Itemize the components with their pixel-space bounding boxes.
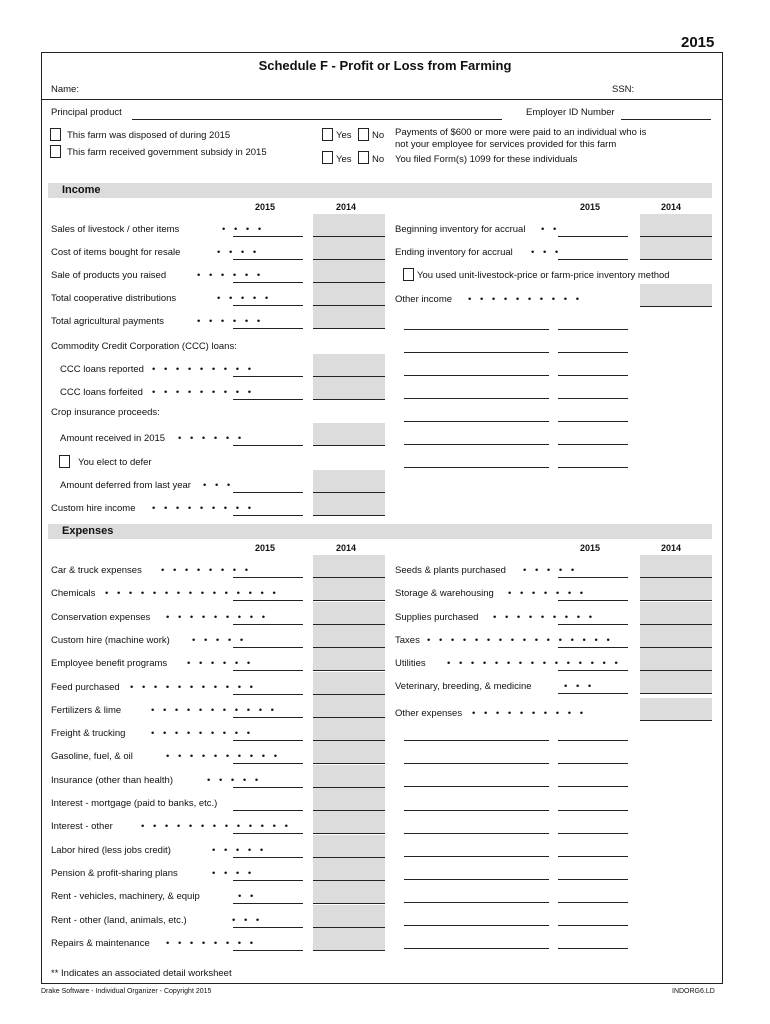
expense-row-2014-field xyxy=(313,718,385,741)
expense-row-label: Rent - vehicles, machinery, & equip xyxy=(51,891,200,902)
amount-deferred-dots: • • • xyxy=(203,480,234,491)
subsidy-checkbox[interactable] xyxy=(50,145,61,158)
expense-row-dots: • • • • • • • • • • xyxy=(166,751,281,762)
expense-right-2015-field[interactable] xyxy=(558,577,628,578)
expense-right-2014-field xyxy=(640,578,712,601)
detail-amount-line[interactable] xyxy=(558,444,628,445)
amount-received-dots: • • • • • • xyxy=(178,433,245,444)
expense-row-2014-field xyxy=(313,905,385,928)
disposed-checkbox[interactable] xyxy=(50,128,61,141)
payments-no-checkbox[interactable] xyxy=(358,128,369,141)
expense-row-dots: • • • • • • • • • • • • • xyxy=(141,821,291,832)
expense-row-2015-field[interactable] xyxy=(233,740,303,741)
expense-row-dots: • • • • • • • • • • • • • • • xyxy=(105,588,279,599)
expense-right-2015-field[interactable] xyxy=(558,670,628,671)
other-expense-amount-line[interactable] xyxy=(558,763,628,764)
income-row-dots: • • • • • • xyxy=(197,270,264,281)
expense-row-2014-field xyxy=(313,835,385,858)
expense-row-2015-field[interactable] xyxy=(233,833,303,834)
expense-row-2015-field[interactable] xyxy=(233,857,303,858)
filed1099-text: You filed Form(s) 1099 for these individuals xyxy=(395,154,578,165)
income-row-2015-field[interactable] xyxy=(233,305,303,306)
expense-right-label: Other expenses xyxy=(395,708,463,719)
other-expense-description-line[interactable] xyxy=(404,740,549,741)
custom-hire-income-2015-field[interactable] xyxy=(233,515,303,516)
income-col-2014-left: 2014 xyxy=(336,202,357,212)
filed1099-no-label: No xyxy=(372,154,385,165)
income-row-2015-field[interactable] xyxy=(233,259,303,260)
expenses-col-2014-left: 2014 xyxy=(336,543,357,553)
expense-right-label: Utilities xyxy=(395,658,426,669)
income-row-2015-field[interactable] xyxy=(233,236,303,237)
crop-insurance-heading: Crop insurance proceeds: xyxy=(51,407,160,418)
expense-row-dots: • • • • xyxy=(212,868,255,879)
ccc-reported-label: CCC loans reported xyxy=(60,364,144,375)
income-row-label: Cost of items bought for resale xyxy=(51,247,181,258)
expense-right-dots: • • • • • • • • • • • • • • • • xyxy=(427,635,613,646)
expense-row-2014-field xyxy=(313,648,385,671)
ccc-forfeited-label: CCC loans forfeited xyxy=(60,387,143,398)
detail-amount-line[interactable] xyxy=(558,375,628,376)
expense-row-2014-field xyxy=(313,928,385,951)
ccc-forfeited-2015-field[interactable] xyxy=(233,399,303,400)
income-col-2015-left: 2015 xyxy=(255,202,276,212)
detail-description-line[interactable] xyxy=(404,398,549,399)
detail-description-line[interactable] xyxy=(404,444,549,445)
expense-row-label: Feed purchased xyxy=(51,682,120,693)
expense-row-dots: • • • • • • • • xyxy=(166,938,257,949)
elect-defer-label: You elect to defer xyxy=(78,457,152,468)
expense-right-2014-field xyxy=(640,698,712,721)
expense-right-label: Veterinary, breeding, & medicine xyxy=(395,681,532,692)
elect-defer-checkbox[interactable] xyxy=(59,455,70,468)
expense-row-label: Freight & trucking xyxy=(51,728,126,739)
expenses-col-2015-right: 2015 xyxy=(580,543,601,553)
income-row-label: Sales of livestock / other items xyxy=(51,224,180,235)
expense-row-dots: • • • • • xyxy=(207,775,262,786)
expense-row-2014-field xyxy=(313,625,385,648)
other-expense-amount-line[interactable] xyxy=(558,740,628,741)
expense-row-2015-field[interactable] xyxy=(233,647,303,648)
principal-product-field[interactable] xyxy=(132,119,502,120)
income-col-2015-right: 2015 xyxy=(580,202,601,212)
expense-row-label: Custom hire (machine work) xyxy=(51,635,170,646)
filed1099-yes-checkbox[interactable] xyxy=(322,151,333,164)
expense-row-label: Insurance (other than health) xyxy=(51,775,173,786)
expense-right-dots: • • • xyxy=(564,681,595,692)
other-expense-amount-line[interactable] xyxy=(558,856,628,857)
expense-row-2014-field xyxy=(313,602,385,625)
beginning-inventory-label: Beginning inventory for accrual xyxy=(395,224,526,235)
expense-right-dots: • • • • • • • • • xyxy=(493,612,596,623)
income-row-2015-field[interactable] xyxy=(233,328,303,329)
other-expense-description-line[interactable] xyxy=(404,786,549,787)
payments-no-label: No xyxy=(372,130,385,141)
filed1099-no-checkbox[interactable] xyxy=(358,151,369,164)
expense-row-2014-field xyxy=(313,858,385,881)
other-expense-amount-line[interactable] xyxy=(558,925,628,926)
other-expense-amount-line[interactable] xyxy=(558,786,628,787)
expense-row-2015-field[interactable] xyxy=(233,670,303,671)
income-title: Income xyxy=(62,184,101,196)
detail-description-line[interactable] xyxy=(404,329,549,330)
expense-row-2015-field[interactable] xyxy=(233,600,303,601)
expense-right-dots: • • • • • xyxy=(523,565,578,576)
expense-right-2014-field xyxy=(640,555,712,578)
detail-amount-line[interactable] xyxy=(558,352,628,353)
income-row-label: Total cooperative distributions xyxy=(51,293,177,304)
expense-row-dots: • • • • • • xyxy=(187,658,254,669)
amount-deferred-2014-field xyxy=(313,470,385,493)
amount-deferred-2015-field[interactable] xyxy=(233,492,303,493)
expense-row-2014-field xyxy=(313,578,385,601)
expense-right-2015-field[interactable] xyxy=(558,624,628,625)
name-label: Name: xyxy=(51,84,79,95)
unit-livestock-checkbox[interactable] xyxy=(403,268,414,281)
other-expense-description-line[interactable] xyxy=(404,833,549,834)
income-row-2014-field xyxy=(313,306,385,329)
income-row-2014-field xyxy=(313,283,385,306)
expense-right-dots: • • • • • • • • • • • • • • • xyxy=(447,658,621,669)
expense-row-2015-field[interactable] xyxy=(233,950,303,951)
ccc-reported-dots: • • • • • • • • • xyxy=(152,364,255,375)
other-expense-amount-line[interactable] xyxy=(558,879,628,880)
expense-row-2015-field[interactable] xyxy=(233,787,303,788)
amount-received-2015-field[interactable] xyxy=(233,445,303,446)
ending-inventory-2014-field xyxy=(640,237,712,260)
expense-row-2015-field[interactable] xyxy=(233,624,303,625)
other-expense-description-line[interactable] xyxy=(404,902,549,903)
ccc-forfeited-2014-field xyxy=(313,377,385,400)
expense-row-dots: • • • • • xyxy=(192,635,247,646)
expense-row-2014-field xyxy=(313,555,385,578)
expense-row-2014-field xyxy=(313,765,385,788)
income-row-dots: • • • • • • xyxy=(197,316,264,327)
expense-row-2015-field[interactable] xyxy=(233,927,303,928)
income-row-dots: • • • • • xyxy=(217,293,272,304)
expense-row-label: Labor hired (less jobs credit) xyxy=(51,845,171,856)
ending-inventory-dots: • • • xyxy=(531,247,562,258)
other-expense-description-line[interactable] xyxy=(404,810,549,811)
other-income-dots: • • • • • • • • • • xyxy=(468,294,583,305)
income-col-2014-right: 2014 xyxy=(661,202,682,212)
expense-row-dots: • • • • • • • • • xyxy=(151,728,254,739)
income-row-2014-field xyxy=(313,214,385,237)
other-expense-description-line[interactable] xyxy=(404,925,549,926)
ccc-reported-2014-field xyxy=(313,354,385,377)
expenses-title: Expenses xyxy=(62,525,114,537)
detail-amount-line[interactable] xyxy=(558,421,628,422)
amount-received-label: Amount received in 2015 xyxy=(60,433,166,444)
beginning-inventory-2015-field[interactable] xyxy=(558,236,628,237)
expense-row-label: Interest - mortgage (paid to banks, etc.) xyxy=(51,798,218,809)
principal-product-label: Principal product xyxy=(51,107,122,118)
tax-year: 2015 xyxy=(681,34,715,51)
expense-row-dots: • • • • • • • • xyxy=(161,565,252,576)
expense-right-dots: • • • • • • • xyxy=(508,588,587,599)
ending-inventory-label: Ending inventory for accrual xyxy=(395,247,513,258)
expense-row-dots: • • • xyxy=(232,915,263,926)
disposed-label: This farm was disposed of during 2015 xyxy=(67,130,231,141)
other-expense-description-line[interactable] xyxy=(404,856,549,857)
expense-row-dots: • • • • • • • • • • • xyxy=(151,705,277,716)
expense-row-2015-field[interactable] xyxy=(233,763,303,764)
other-expense-amount-line[interactable] xyxy=(558,902,628,903)
expense-right-dots: • • • • • • • • • • xyxy=(472,708,587,719)
expense-row-2014-field xyxy=(313,695,385,718)
expense-right-label: Taxes xyxy=(395,635,420,646)
custom-hire-income-dots: • • • • • • • • • xyxy=(152,503,255,514)
expense-right-2014-field xyxy=(640,602,712,625)
footer-divider xyxy=(41,983,723,984)
expense-row-label: Fertilizers & lime xyxy=(51,705,122,716)
income-row-dots: • • • • xyxy=(222,224,265,235)
income-section-header xyxy=(48,183,712,198)
expense-right-2015-field[interactable] xyxy=(558,647,628,648)
detail-amount-line[interactable] xyxy=(558,467,628,468)
expense-row-label: Interest - other xyxy=(51,821,113,832)
ccc-heading: Commodity Credit Corporation (CCC) loans: xyxy=(51,341,237,352)
expense-row-2015-field[interactable] xyxy=(233,880,303,881)
ccc-reported-2015-field[interactable] xyxy=(233,376,303,377)
expense-right-label: Storage & warehousing xyxy=(395,588,494,599)
expense-row-label: Rent - other (land, animals, etc.) xyxy=(51,915,187,926)
expenses-section-header xyxy=(48,524,712,539)
expense-row-label: Repairs & maintenance xyxy=(51,938,150,949)
expense-row-2014-field xyxy=(313,788,385,811)
expenses-col-2014-right: 2014 xyxy=(661,543,682,553)
expense-row-label: Chemicals xyxy=(51,588,96,599)
expense-row-2014-field xyxy=(313,881,385,904)
expense-row-label: Conservation expenses xyxy=(51,612,151,623)
expense-right-label: Seeds & plants purchased xyxy=(395,565,506,576)
expense-row-label: Car & truck expenses xyxy=(51,565,142,576)
expense-right-2015-field[interactable] xyxy=(558,693,628,694)
payments-text-2: not your employee for services provided for this farm xyxy=(395,139,617,150)
copyright: Drake Software - Individual Organizer - Copyright 2015 xyxy=(41,988,212,995)
expense-right-2014-field xyxy=(640,625,712,648)
expense-row-dots: • • • • • • • • • • • xyxy=(130,682,256,693)
expense-row-2015-field[interactable] xyxy=(233,717,303,718)
detail-description-line[interactable] xyxy=(404,467,549,468)
income-row-2014-field xyxy=(313,260,385,283)
income-row-2015-field[interactable] xyxy=(233,282,303,283)
other-expense-description-line[interactable] xyxy=(404,879,549,880)
other-expense-amount-line[interactable] xyxy=(558,833,628,834)
payments-yes-label: Yes xyxy=(336,130,352,141)
expense-row-2014-field xyxy=(313,672,385,695)
expenses-col-2015-left: 2015 xyxy=(255,543,276,553)
expense-row-label: Employee benefit programs xyxy=(51,658,168,669)
expense-row-label: Gasoline, fuel, & oil xyxy=(51,751,133,762)
income-row-label: Total agricultural payments xyxy=(51,316,164,327)
detail-description-line[interactable] xyxy=(404,375,549,376)
subsidy-label: This farm received government subsidy in 2015 xyxy=(67,147,267,158)
ccc-forfeited-dots: • • • • • • • • • xyxy=(152,387,255,398)
expense-row-2014-field xyxy=(313,741,385,764)
detail-description-line[interactable] xyxy=(404,421,549,422)
other-income-2014-field xyxy=(640,284,712,307)
custom-hire-income-2014-field xyxy=(313,493,385,516)
expense-row-2015-field[interactable] xyxy=(233,810,303,811)
expense-row-dots: • • xyxy=(238,891,257,902)
expense-row-dots: • • • • • xyxy=(212,845,267,856)
expense-row-dots: • • • • • • • • • xyxy=(166,612,269,623)
payments-text-1: Payments of $600 or more were paid to an individual who is xyxy=(395,127,647,138)
expense-right-2014-field xyxy=(640,648,712,671)
amount-deferred-label: Amount deferred from last year xyxy=(60,480,191,491)
amount-received-2014-field xyxy=(313,423,385,446)
worksheet-note: ** Indicates an associated detail worksheet xyxy=(51,968,232,979)
detail-amount-line[interactable] xyxy=(558,398,628,399)
page-title: Schedule F - Profit or Loss from Farming xyxy=(258,58,512,73)
beginning-inventory-dots: • • xyxy=(541,224,560,235)
payments-yes-checkbox[interactable] xyxy=(322,128,333,141)
other-income-label: Other income xyxy=(395,294,453,305)
detail-amount-line[interactable] xyxy=(558,329,628,330)
expense-right-label: Supplies purchased xyxy=(395,612,479,623)
other-expense-amount-line[interactable] xyxy=(558,810,628,811)
expense-right-2014-field xyxy=(640,671,712,694)
income-row-dots: • • • • xyxy=(217,247,260,258)
other-expense-amount-line[interactable] xyxy=(558,948,628,949)
expense-row-label: Pension & profit-sharing plans xyxy=(51,868,178,879)
expense-row-2014-field xyxy=(313,811,385,834)
form-code: INDORG6.LD xyxy=(672,988,715,995)
other-expense-description-line[interactable] xyxy=(404,763,549,764)
header-divider xyxy=(41,99,723,100)
unit-livestock-label: You used unit-livestock-price or farm-price inventory method xyxy=(417,270,670,281)
employer-id-field[interactable] xyxy=(621,119,711,120)
other-expense-description-line[interactable] xyxy=(404,948,549,949)
ssn-label: SSN: xyxy=(612,84,635,95)
beginning-inventory-2014-field xyxy=(640,214,712,237)
custom-hire-income-label: Custom hire income xyxy=(51,503,136,514)
expense-row-2015-field[interactable] xyxy=(233,903,303,904)
expense-row-2015-field[interactable] xyxy=(233,577,303,578)
expense-row-2015-field[interactable] xyxy=(233,694,303,695)
income-row-label: Sale of products you raised xyxy=(51,270,167,281)
income-row-2014-field xyxy=(313,237,385,260)
expense-right-2015-field[interactable] xyxy=(558,600,628,601)
filed1099-yes-label: Yes xyxy=(336,154,352,165)
detail-description-line[interactable] xyxy=(404,352,549,353)
employer-id-label: Employer ID Number xyxy=(526,107,615,118)
ending-inventory-2015-field[interactable] xyxy=(558,259,628,260)
